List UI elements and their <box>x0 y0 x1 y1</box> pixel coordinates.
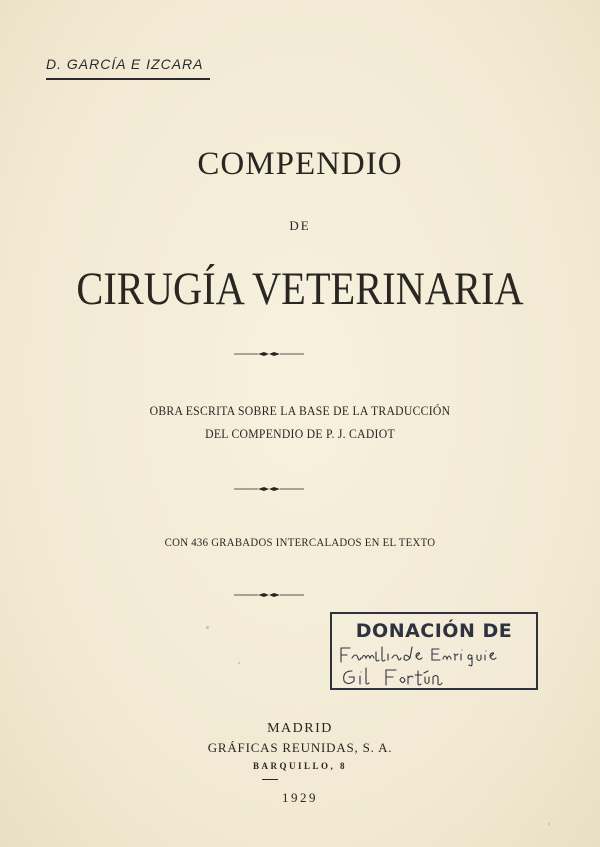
ornament-divider-2 <box>234 485 304 493</box>
imprint-divider <box>262 779 278 780</box>
author-underline <box>46 78 210 80</box>
stamp-heading: DONACIÓN DE <box>355 620 513 642</box>
subtitle-line-1: OBRA ESCRITA SOBRE LA BASE DE LA TRADUCCIÓN <box>149 403 451 418</box>
engravings-note: CON 436 GRABADOS INTERCALADOS EN EL TEXTO <box>164 535 436 549</box>
title-line-2: DE <box>289 218 311 233</box>
handwritten-donor-signature <box>338 644 534 688</box>
title-line-1: COMPENDIO <box>197 146 403 182</box>
author-name: D. GARCÍA E IZCARA <box>46 56 204 72</box>
imprint-publisher: GRÁFICAS REUNIDAS, S. A. <box>207 740 393 755</box>
ornament-divider-3 <box>234 591 304 599</box>
imprint-address: BARQUILLO, 8 <box>252 761 347 771</box>
paper-speck <box>206 626 209 629</box>
paper-speck <box>238 662 240 664</box>
paper-speck <box>548 823 550 825</box>
subtitle-line-2: DEL COMPENDIO DE P. J. CADIOT <box>205 426 395 441</box>
donation-stamp <box>330 612 538 690</box>
publication-year: 1929 <box>282 790 318 805</box>
ornament-divider-1 <box>234 350 304 358</box>
main-title: CIRUGÍA VETERINARIA <box>76 263 524 315</box>
imprint-city: MADRID <box>267 721 333 736</box>
